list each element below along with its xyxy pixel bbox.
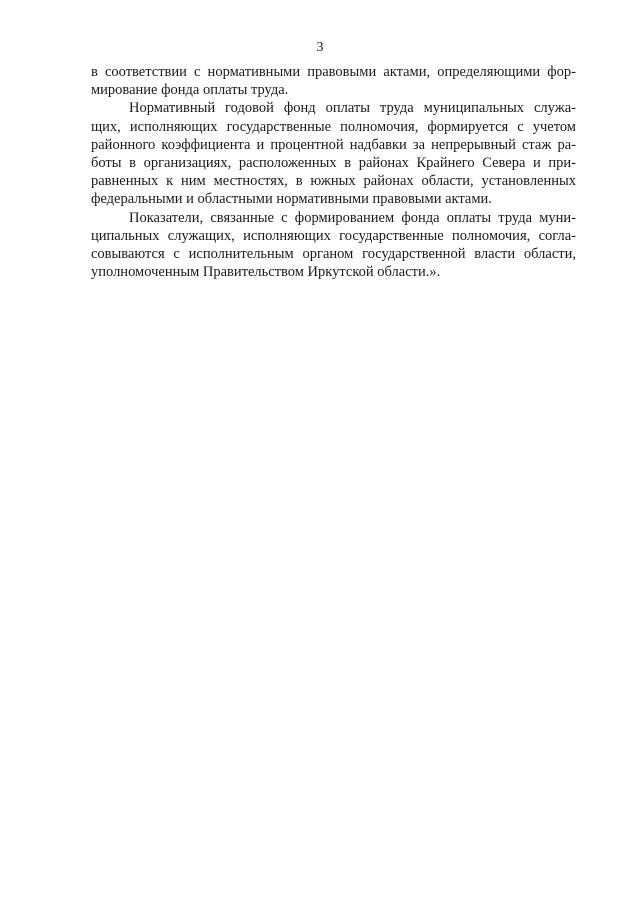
text-line: районного коэффициента и процентной надбавки за непрерывный стаж ра-: [91, 136, 576, 153]
text-line: федеральными и областными нормативными правовыми актами.: [91, 191, 492, 208]
paragraph-2: [91, 99, 576, 208]
text-line: уполномоченным Правительством Иркутской области.».: [91, 264, 441, 281]
page-number: 3: [316, 40, 324, 55]
text-line: Показатели, связанные с формированием фонда оплаты труда муни-: [129, 209, 576, 226]
text-line: боты в организациях, расположенных в районах Крайнего Севера и при-: [91, 155, 576, 172]
text-line: в соответствии с нормативными правовыми актами, определяющими фор-: [91, 64, 576, 80]
text-line: равненных к ним местностях, в южных районах области, установленных: [91, 173, 576, 190]
document-body: [91, 63, 576, 281]
paragraph-3: [91, 209, 576, 282]
text-line: Нормативный годовой фонд оплаты труда муниципальных служа-: [129, 100, 576, 117]
text-line: мирование фонда оплаты труда.: [91, 82, 289, 99]
text-line: совываются с исполнительным органом государственной власти области,: [91, 246, 576, 263]
text-line: ципальных служащих, исполняющих государственные полномочия, согла-: [91, 227, 576, 244]
text-line: щих, исполняющих государственные полномочия, формируется с учетом: [91, 118, 576, 135]
paragraph-1: [91, 63, 576, 99]
